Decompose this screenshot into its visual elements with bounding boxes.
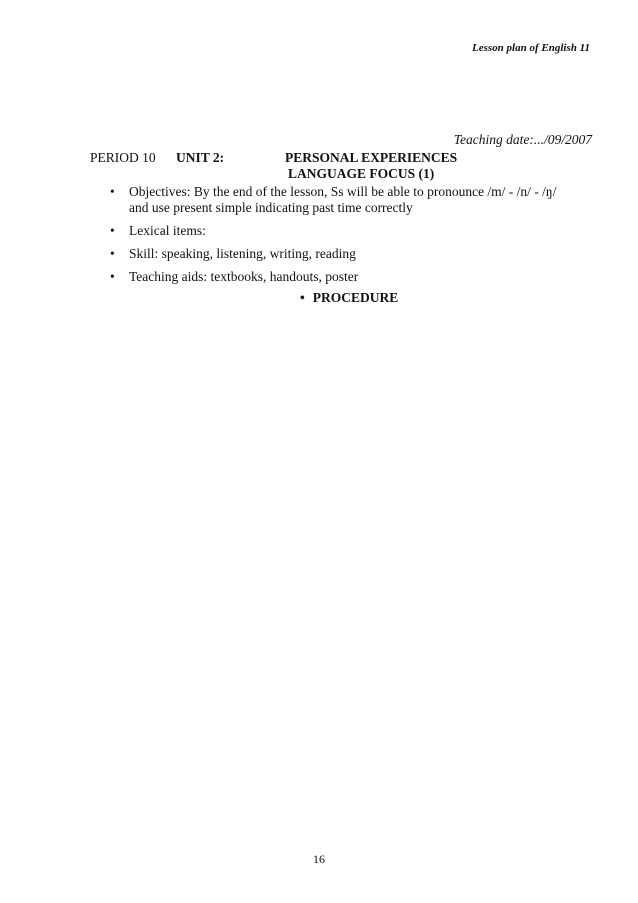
objectives-line-2: and use present simple indicating past time correctly: [129, 200, 413, 215]
bullet-lexical-items: [110, 223, 600, 239]
lexical-items-text: Lexical items:: [129, 223, 206, 238]
bullet-icon: •: [110, 269, 115, 284]
lesson-bullet-list: [110, 184, 600, 292]
procedure-label: PROCEDURE: [312, 290, 399, 305]
bullet-teaching-aids: [110, 269, 600, 285]
teaching-aids-text: Teaching aids: textbooks, handouts, poster: [129, 269, 359, 284]
unit-title: PERSONAL EXPERIENCES: [285, 150, 458, 165]
teaching-date: Teaching date:.../09/2007: [453, 132, 592, 147]
bullet-objectives: [110, 184, 600, 216]
bullet-icon: •: [110, 184, 115, 199]
page-header: Lesson plan of English 11: [472, 42, 590, 54]
page-number: 16: [313, 852, 325, 866]
lesson-subtitle: LANGUAGE FOCUS (1): [288, 166, 435, 181]
objectives-line-1: Objectives: By the end of the lesson, Ss will be able to pronounce /m/ - /n/ - /ŋ/: [129, 184, 557, 199]
bullet-icon: •: [300, 290, 305, 305]
bullet-icon: •: [110, 246, 115, 261]
procedure-heading: [300, 290, 398, 306]
unit-label: UNIT 2:: [176, 150, 225, 165]
bullet-icon: •: [110, 223, 115, 238]
period-label: PERIOD 10: [90, 150, 156, 165]
skill-text: Skill: speaking, listening, writing, reading: [129, 246, 356, 261]
bullet-skill: [110, 246, 600, 262]
